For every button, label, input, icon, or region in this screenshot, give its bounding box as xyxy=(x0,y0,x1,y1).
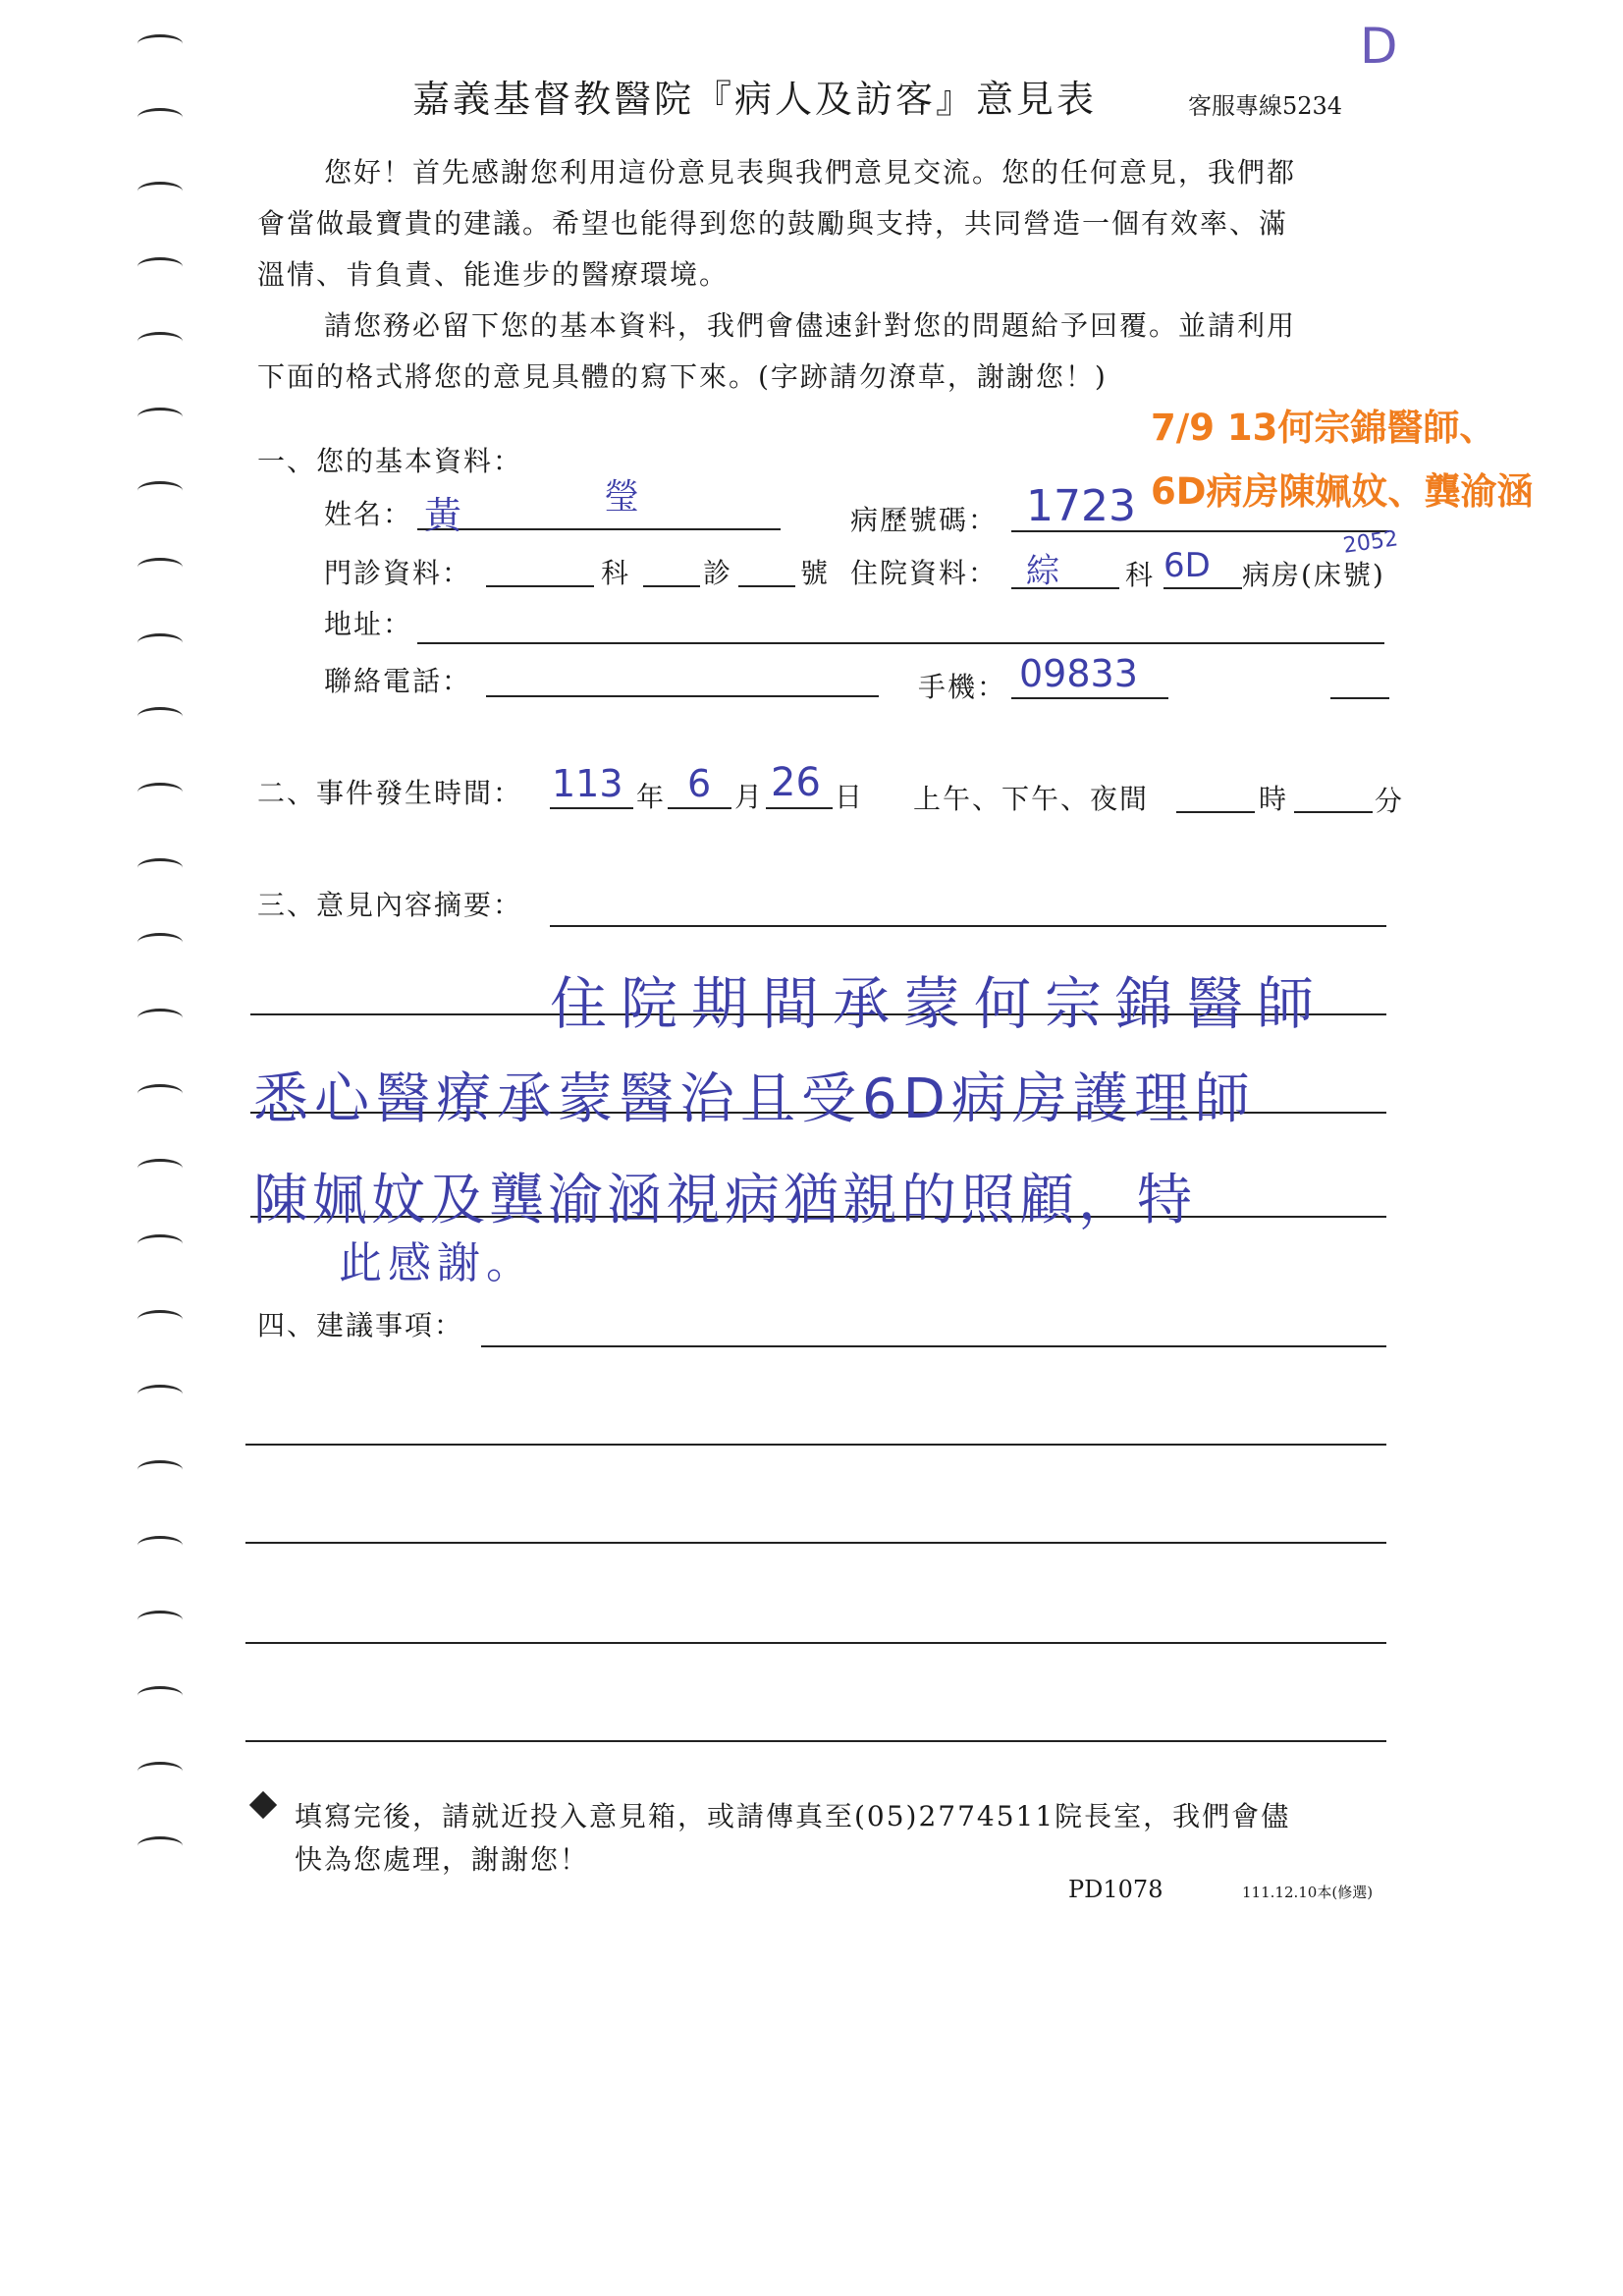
address-label: 地址： xyxy=(324,608,413,640)
footer-instruction-line-2: 快為您處理，謝謝您！ xyxy=(295,1843,590,1876)
medical-record-label: 病歷號碼： xyxy=(850,504,999,536)
binder-hole xyxy=(137,108,183,127)
mobile-value: 09833 xyxy=(1019,652,1138,695)
opinion-handwriting-line-3: 陳姵妏及龔渝涵視病猶親的照顧，特 xyxy=(253,1169,1196,1232)
mobile-field-line-end[interactable] xyxy=(1330,697,1389,699)
name-value-1: 黃 xyxy=(424,494,462,537)
outpatient-dept-label: 科 xyxy=(601,557,631,589)
minute-field-line[interactable] xyxy=(1294,811,1373,813)
month-label: 月 xyxy=(734,781,765,813)
binder-hole xyxy=(137,1762,183,1780)
form-revision: 111.12.10本(修選) xyxy=(1242,1884,1374,1901)
intro-line-2: 會當做最寶貴的建議。希望也能得到您的鼓勵與支持，共同營造一個有效率、滿 xyxy=(257,207,1289,240)
footer-instruction-line-1: 填寫完後，請就近投入意見箱，或請傳真至(05)2774511院長室，我們會儘 xyxy=(295,1800,1291,1832)
bed-number-value: 2052 xyxy=(1341,526,1400,559)
time-period-label: 上午、下午、夜間 xyxy=(913,783,1150,815)
day-value: 26 xyxy=(771,760,821,805)
binder-hole xyxy=(137,1836,183,1855)
year-value: 113 xyxy=(552,762,623,805)
section-event-time-heading: 二、事件發生時間： xyxy=(257,777,523,809)
binder-hole xyxy=(137,332,183,351)
suggestion-line-4[interactable] xyxy=(245,1642,1386,1644)
name-field-line[interactable] xyxy=(417,528,781,530)
opinion-line-1[interactable] xyxy=(550,925,1386,927)
binder-hole xyxy=(137,1686,183,1705)
month-value: 6 xyxy=(687,762,712,805)
binder-hole xyxy=(137,933,183,952)
binder-hole xyxy=(137,182,183,200)
binder-hole xyxy=(137,1159,183,1177)
intro-line-3: 溫情、肯負責、能進步的醫療環境。 xyxy=(257,258,730,291)
binder-hole xyxy=(137,633,183,652)
minute-label: 分 xyxy=(1375,785,1405,817)
binder-hole xyxy=(137,257,183,276)
section-suggestion-heading: 四、建議事項： xyxy=(257,1309,464,1341)
binder-hole xyxy=(137,707,183,726)
mobile-field-line[interactable] xyxy=(1011,697,1168,699)
intro-line-5: 下面的格式將您的意見具體的寫下來。(字跡請勿潦草，謝謝您！) xyxy=(257,360,1108,393)
binder-hole xyxy=(137,1084,183,1103)
corner-handwritten-mark: D xyxy=(1360,18,1398,75)
opinion-handwriting-line-1: 住院期間承蒙何宗錦醫師 xyxy=(550,970,1328,1037)
binder-hole xyxy=(137,481,183,500)
outpatient-dept-field-line[interactable] xyxy=(486,585,594,587)
inpatient-dept-value: 綜 xyxy=(1026,552,1059,591)
binder-hole xyxy=(137,858,183,877)
suggestion-line-1[interactable] xyxy=(481,1345,1386,1347)
suggestion-line-5[interactable] xyxy=(245,1740,1386,1742)
outpatient-clinic-field-line[interactable] xyxy=(643,585,700,587)
outpatient-label: 門診資料： xyxy=(324,557,472,589)
phone-label: 聯絡電話： xyxy=(324,665,472,697)
medical-record-value: 1723 xyxy=(1026,481,1136,531)
ward-bed-label: 病房(床號) xyxy=(1242,559,1385,591)
mobile-label: 手機： xyxy=(918,671,1007,703)
binder-hole xyxy=(137,1460,183,1479)
day-field-line[interactable] xyxy=(766,807,833,809)
inpatient-label: 住院資料： xyxy=(850,557,999,589)
hour-label: 時 xyxy=(1259,783,1289,815)
opinion-handwriting-line-4: 此感謝。 xyxy=(339,1238,535,1288)
staff-annotation-line-2: 6D病房陳姵妏、龔渝涵 xyxy=(1151,470,1534,513)
binder-hole xyxy=(137,1385,183,1403)
day-label: 日 xyxy=(835,781,865,813)
binder-hole xyxy=(137,34,183,53)
ward-field-line[interactable] xyxy=(1163,587,1242,589)
opinion-handwriting-line-2: 悉心醫療承蒙醫治且受6D病房護理師 xyxy=(253,1067,1256,1131)
binder-hole xyxy=(137,558,183,576)
phone-field-line[interactable] xyxy=(486,695,879,697)
name-label: 姓名： xyxy=(324,498,413,530)
binder-hole xyxy=(137,783,183,801)
section-basic-info-heading: 一、您的基本資料： xyxy=(257,445,523,477)
inpatient-dept-label: 科 xyxy=(1125,559,1156,591)
bullet-diamond-icon xyxy=(249,1791,277,1819)
intro-line-4: 請您務必留下您的基本資料，我們會儘速針對您的問題給予回覆。並請利用 xyxy=(324,309,1297,342)
ward-value: 6D xyxy=(1163,546,1211,585)
section-opinion-heading: 三、意見內容摘要： xyxy=(257,889,523,921)
month-field-line[interactable] xyxy=(668,807,731,809)
form-title: 嘉義基督教醫院『病人及訪客』意見表 xyxy=(412,78,1098,121)
outpatient-number-label: 號 xyxy=(800,557,831,589)
year-field-line[interactable] xyxy=(550,807,633,809)
staff-annotation-line-1: 7/9 13何宗錦醫師、 xyxy=(1151,407,1496,449)
binder-hole xyxy=(137,1234,183,1253)
intro-line-1: 您好！首先感謝您利用這份意見表與我們意見交流。您的任何意見，我們都 xyxy=(324,156,1297,189)
name-value-2: 瑩 xyxy=(604,477,640,518)
suggestion-line-3[interactable] xyxy=(245,1542,1386,1544)
hotline-text: 客服專線5234 xyxy=(1188,92,1343,120)
binder-hole xyxy=(137,1009,183,1027)
outpatient-clinic-label: 診 xyxy=(703,557,733,589)
binder-hole xyxy=(137,1611,183,1629)
binder-hole xyxy=(137,408,183,426)
form-code: PD1078 xyxy=(1068,1876,1163,1903)
hour-field-line[interactable] xyxy=(1176,811,1255,813)
address-field-line[interactable] xyxy=(417,642,1384,644)
binder-hole xyxy=(137,1310,183,1329)
binder-hole xyxy=(137,1536,183,1555)
year-label: 年 xyxy=(636,781,667,813)
outpatient-number-field-line[interactable] xyxy=(738,585,795,587)
suggestion-line-2[interactable] xyxy=(245,1444,1386,1446)
